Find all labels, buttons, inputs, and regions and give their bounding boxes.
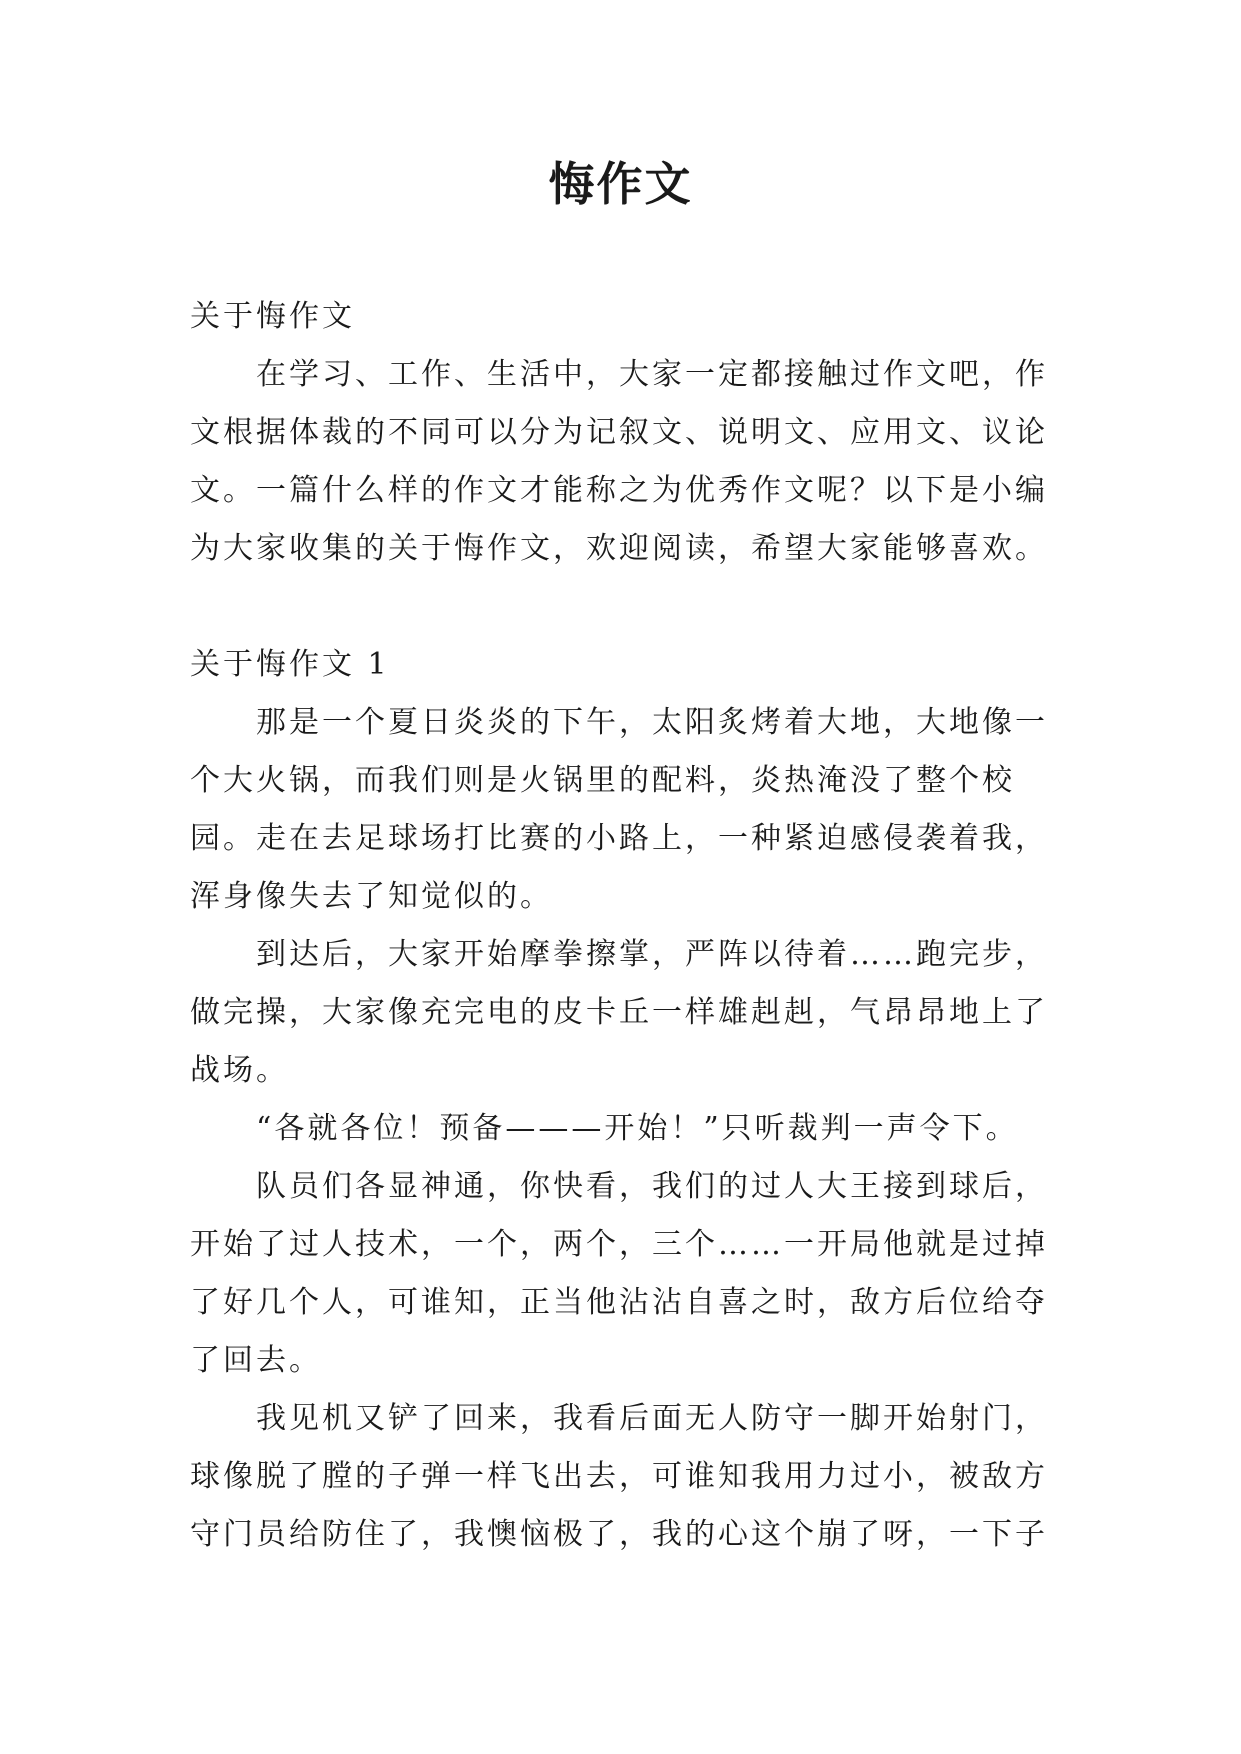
document-title: 悔作文 — [548, 157, 693, 211]
essay-paragraph: “各就各位！预备———开始！”只听裁判一声令下。 — [256, 1111, 1019, 1146]
essay-paragraph: 队员们各显神通，你快看，我们的过人大王接到球后，开始了过人技术，一个，两个，三个……一开局他就是过掉了好几个人，可谁知，正当他沾沾自喜之时，敌方后位给夺了回去。 — [190, 1169, 1048, 1378]
essay-paragraph: 我见机又铲了回来，我看后面无人防守一脚开始射门，球像脱了膛的子弹一样飞出去，可谁知我用力过小，被敌方守门员给防住了，我懊恼极了，我的心这个崩了呀，一下子 — [190, 1401, 1048, 1552]
document-body — [190, 288, 1060, 1564]
essay-paragraph: 那是一个夏日炎炎的下午，太阳炙烤着大地，大地像一个大火锅，而我们则是火锅里的配料，炎热淹没了整个校园。走在去足球场打比赛的小路上，一种紧迫感侵袭着我，浑身像失去了知觉似的。 — [190, 705, 1048, 914]
section-spacer — [190, 578, 1060, 636]
intro-paragraph: 在学习、工作、生活中，大家一定都接触过作文吧，作文根据体裁的不同可以分为记叙文、说明文、应用文、议论文。一篇什么样的作文才能称之为优秀作文呢？以下是小编为大家收集的关于悔作文，欢迎阅读，希望大家能够喜欢。 — [190, 357, 1048, 566]
essay-heading: 关于悔作文 1 — [190, 647, 390, 682]
intro-heading: 关于悔作文 — [190, 299, 355, 334]
essay-paragraph: 到达后，大家开始摩拳擦掌，严阵以待着……跑完步，做完操，大家像充完电的皮卡丘一样雄赳赳，气昂昂地上了战场。 — [190, 937, 1048, 1088]
